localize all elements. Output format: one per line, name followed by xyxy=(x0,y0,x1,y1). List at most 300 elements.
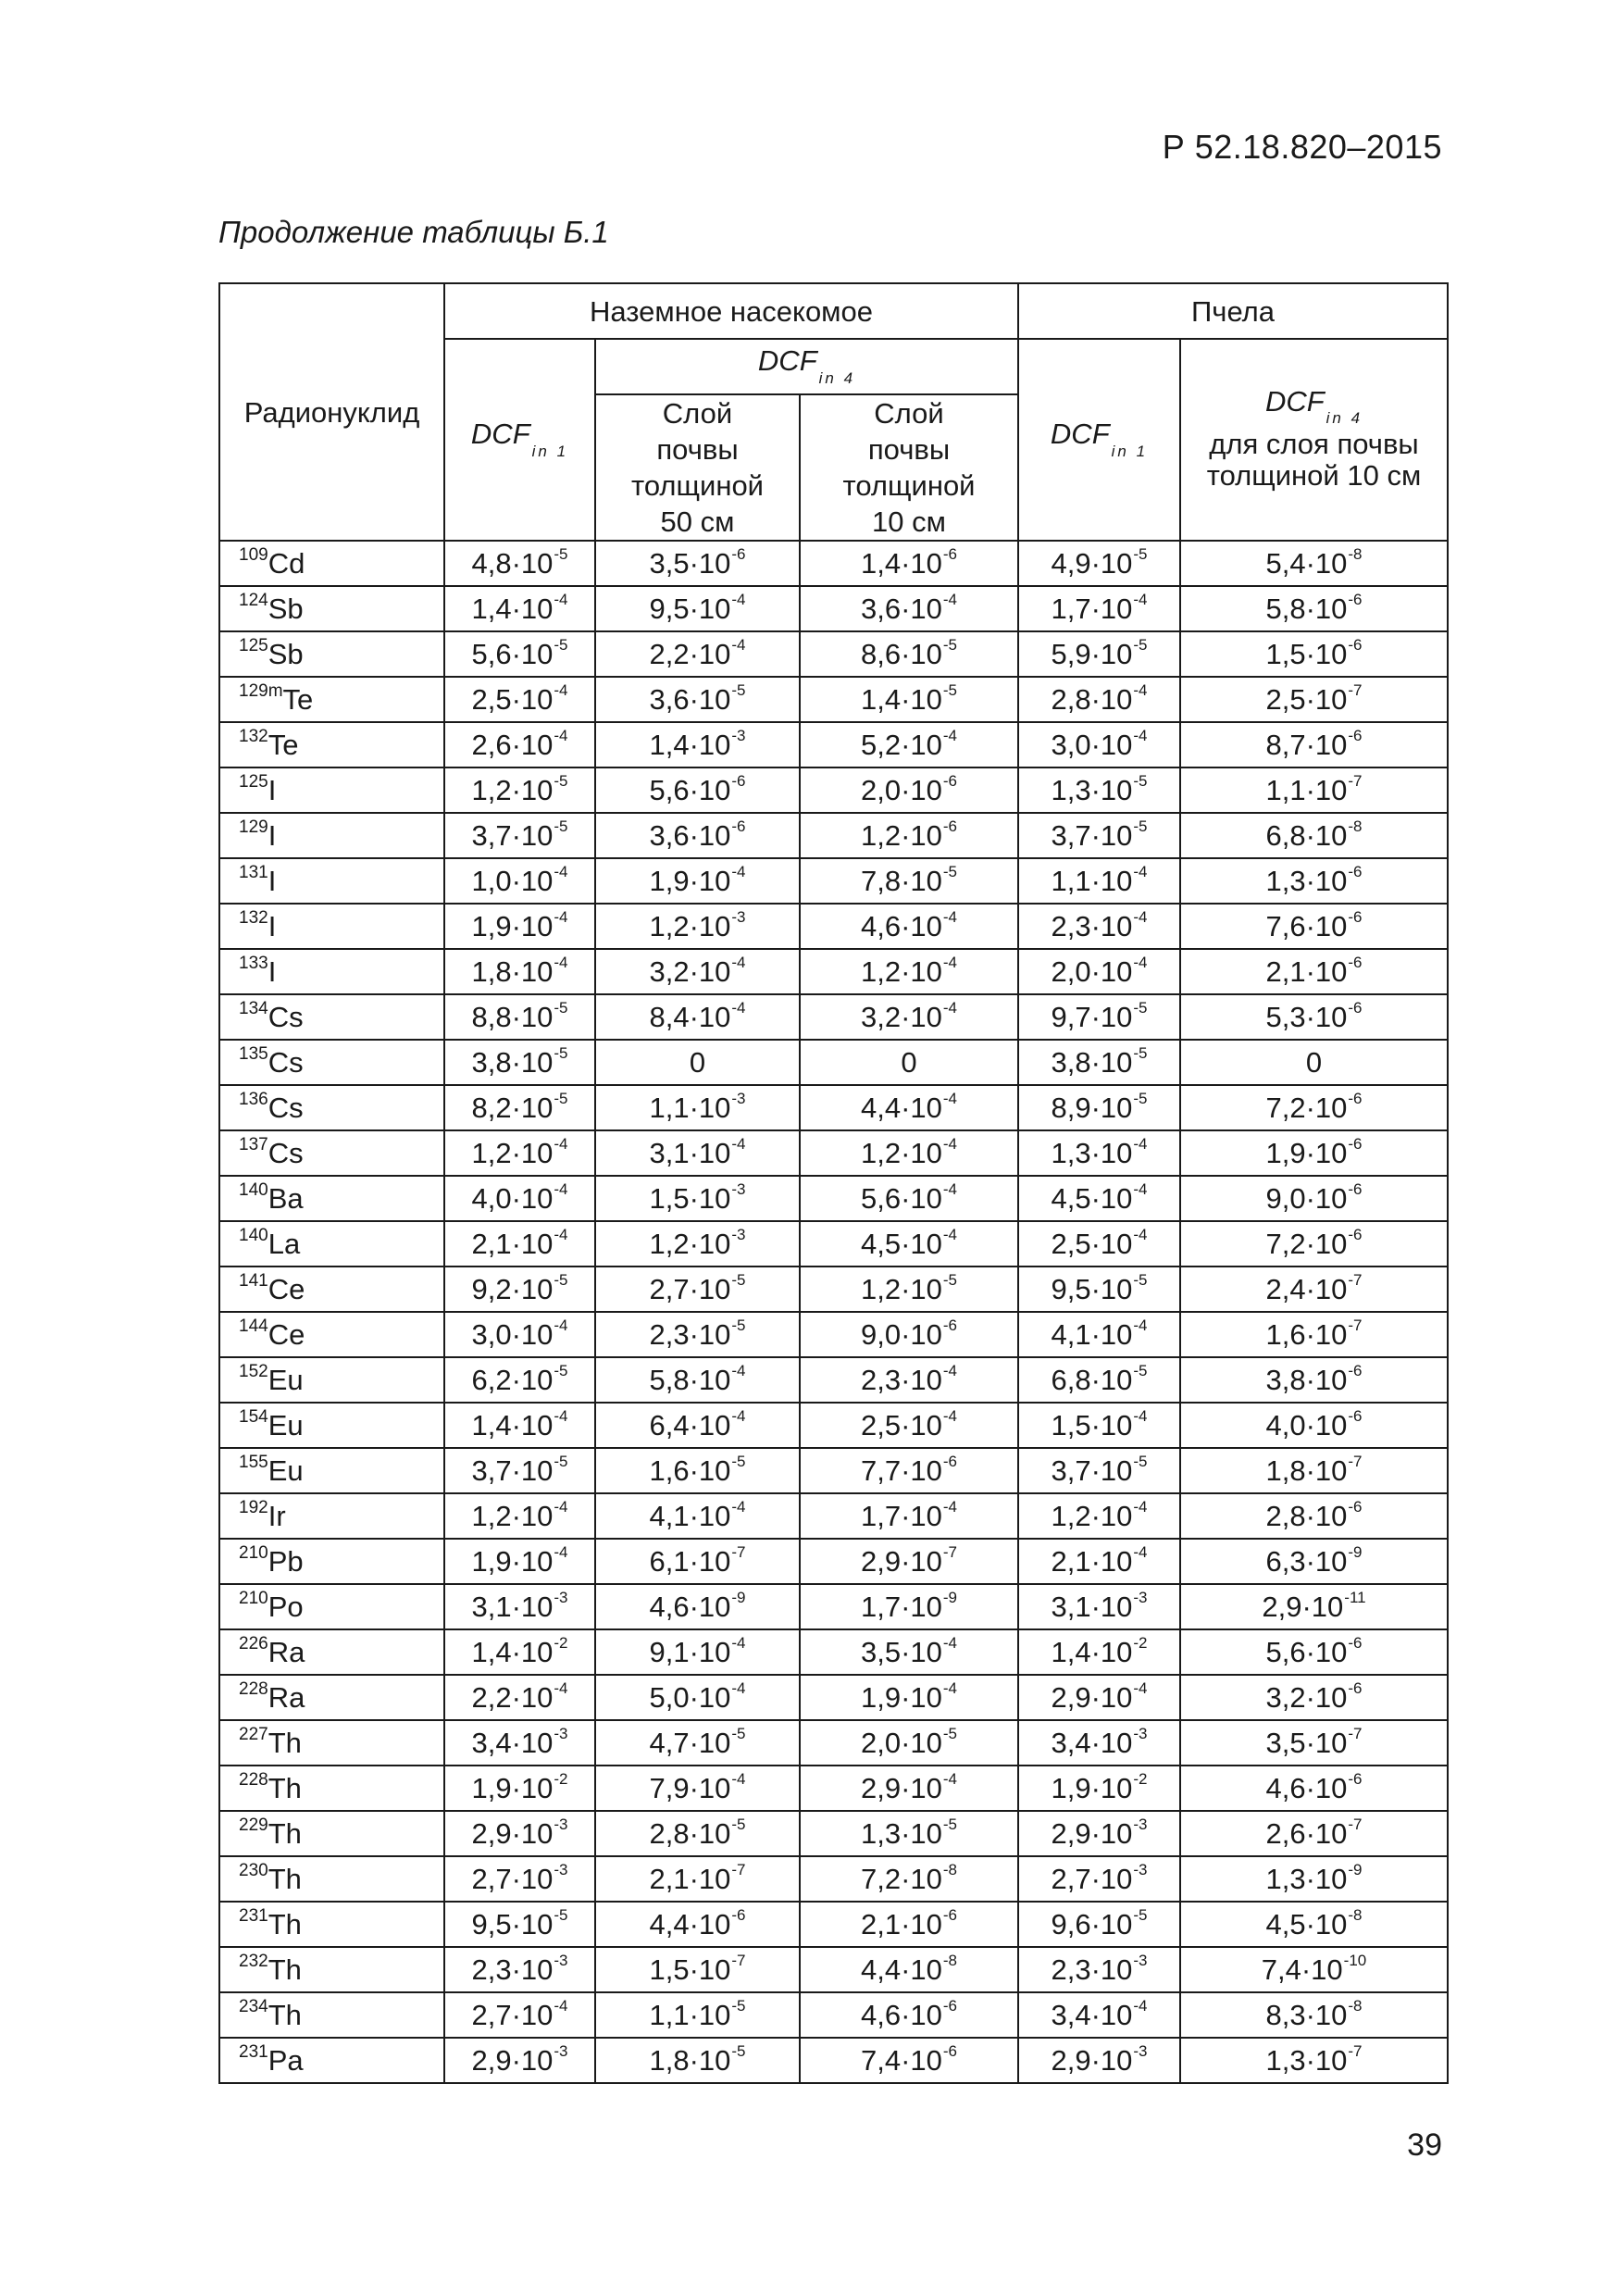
value-cell xyxy=(1180,1493,1448,1539)
mantissa: 4,6·10 xyxy=(860,909,942,942)
exponent: -4 xyxy=(1133,1543,1148,1562)
exponent: -5 xyxy=(1133,772,1148,791)
mantissa: 9,5·10 xyxy=(471,1907,554,1940)
mantissa: 3,6·10 xyxy=(649,682,731,716)
mass-number: 141 xyxy=(239,1271,268,1292)
mantissa: 2,5·10 xyxy=(471,682,554,716)
table-row xyxy=(219,1312,1448,1357)
exponent: -4 xyxy=(942,1226,958,1244)
exponent: -6 xyxy=(731,545,746,564)
exponent: -4 xyxy=(554,1226,568,1244)
radionuclide-cell xyxy=(219,1992,444,2038)
exponent: -4 xyxy=(554,1316,568,1335)
value-cell xyxy=(444,677,595,722)
table-row xyxy=(219,1584,1448,1629)
col-soil-50cm xyxy=(595,394,800,541)
radionuclide-cell xyxy=(219,677,444,722)
table-row xyxy=(219,2038,1448,2083)
mass-number: 231 xyxy=(239,1906,268,1927)
value-cell xyxy=(595,1720,800,1766)
exponent: -7 xyxy=(1348,681,1363,700)
value-cell xyxy=(595,1040,800,1085)
value-cell xyxy=(595,1130,800,1176)
value-cell xyxy=(1018,1493,1180,1539)
mantissa: 2,0·10 xyxy=(860,773,942,806)
table-row xyxy=(219,1766,1448,1811)
value-cell xyxy=(1018,1221,1180,1267)
element-symbol: Ir xyxy=(268,1499,286,1532)
value-cell xyxy=(595,1085,800,1130)
mantissa: 3,4·10 xyxy=(1051,1998,1133,2031)
value-cell xyxy=(444,1992,595,2038)
mantissa: 5,8·10 xyxy=(1265,592,1348,625)
value-cell xyxy=(595,631,800,677)
value-cell xyxy=(1018,1675,1180,1720)
radionuclide-cell xyxy=(219,813,444,858)
value-cell xyxy=(1180,1629,1448,1675)
dcf-subscript: in 1 xyxy=(531,442,569,460)
exponent: -4 xyxy=(942,1770,958,1789)
value-cell xyxy=(444,1312,595,1357)
value-cell xyxy=(1180,1130,1448,1176)
exponent: -5 xyxy=(554,817,568,836)
mantissa: 1,2·10 xyxy=(471,1499,554,1532)
table-row xyxy=(219,904,1448,949)
value-cell xyxy=(1180,813,1448,858)
table-row xyxy=(219,1992,1448,2038)
exponent: -5 xyxy=(942,636,958,655)
value-cell xyxy=(800,1267,1018,1312)
mantissa: 6,2·10 xyxy=(471,1363,554,1396)
value-cell xyxy=(595,2038,800,2083)
mantissa: 1,4·10 xyxy=(649,728,731,761)
table-row xyxy=(219,1856,1448,1902)
mass-number: 129m xyxy=(239,681,283,702)
value-cell xyxy=(800,1221,1018,1267)
radionuclide-cell xyxy=(219,1040,444,1085)
group-bee: Пчела xyxy=(1018,283,1448,339)
exponent: -6 xyxy=(942,1453,958,1471)
element-symbol: Th xyxy=(268,1816,302,1850)
mantissa: 1,4·10 xyxy=(471,592,554,625)
exponent: -8 xyxy=(1348,1997,1363,2015)
exponent: -4 xyxy=(1133,1135,1148,1154)
exponent: -6 xyxy=(1348,1679,1363,1698)
exponent: -5 xyxy=(1133,1906,1148,1925)
exponent: -7 xyxy=(1348,1453,1363,1471)
exponent: -4 xyxy=(942,1135,958,1154)
table-row xyxy=(219,541,1448,586)
value-cell xyxy=(800,994,1018,1040)
value-cell xyxy=(1180,1357,1448,1403)
mantissa: 1,3·10 xyxy=(1051,1136,1133,1169)
mantissa: 2,7·10 xyxy=(649,1272,731,1305)
mantissa: 3,8·10 xyxy=(1051,1045,1133,1079)
value-cell xyxy=(444,1040,595,1085)
value-cell xyxy=(595,1584,800,1629)
exponent: -6 xyxy=(731,817,746,836)
element-symbol: Ra xyxy=(268,1680,305,1714)
mantissa: 1,4·10 xyxy=(860,682,942,716)
mantissa: 1,8·10 xyxy=(1265,1454,1348,1487)
element-symbol: Cs xyxy=(268,1045,304,1079)
mantissa: 1,8·10 xyxy=(649,2043,731,2077)
table-row xyxy=(219,1902,1448,1947)
value-cell xyxy=(444,994,595,1040)
mantissa: 1,3·10 xyxy=(1265,1862,1348,1895)
value-cell xyxy=(800,677,1018,722)
element-symbol: Th xyxy=(268,1862,302,1895)
element-symbol: I xyxy=(268,955,277,988)
exponent: -5 xyxy=(731,681,746,700)
value-cell xyxy=(1018,541,1180,586)
value-cell xyxy=(595,1856,800,1902)
table-header xyxy=(219,283,1448,541)
mantissa: 3,5·10 xyxy=(649,546,731,580)
value-cell xyxy=(1018,631,1180,677)
value-cell xyxy=(1180,677,1448,722)
mantissa: 7,2·10 xyxy=(1265,1091,1348,1124)
exponent: -2 xyxy=(554,1770,568,1789)
mantissa: 4,5·10 xyxy=(860,1227,942,1260)
exponent: -5 xyxy=(731,1316,746,1335)
mantissa: 9,7·10 xyxy=(1051,1000,1133,1033)
mantissa: 2,9·10 xyxy=(1051,2043,1133,2077)
element-symbol: Te xyxy=(268,728,299,761)
radionuclide-cell xyxy=(219,1176,444,1221)
mantissa: 3,4·10 xyxy=(471,1726,554,1759)
exponent: -4 xyxy=(731,1135,746,1154)
exponent: -4 xyxy=(554,863,568,881)
value-cell xyxy=(1018,1539,1180,1584)
value-cell xyxy=(1180,541,1448,586)
value-cell xyxy=(1018,1947,1180,1992)
value-cell xyxy=(1018,1720,1180,1766)
mantissa: 5,6·10 xyxy=(471,637,554,670)
exponent: -4 xyxy=(1133,1316,1148,1335)
mantissa: 3,5·10 xyxy=(1265,1726,1348,1759)
value-cell xyxy=(444,1947,595,1992)
exponent: -6 xyxy=(942,1997,958,2015)
value-cell xyxy=(1180,1675,1448,1720)
mass-number: 230 xyxy=(239,1861,268,1881)
exponent: -5 xyxy=(554,1044,568,1063)
dcf-subscript: in 4 xyxy=(818,368,856,387)
value-cell xyxy=(800,1130,1018,1176)
exponent: -5 xyxy=(1133,1362,1148,1380)
exponent: -6 xyxy=(1348,636,1363,655)
mantissa: 3,4·10 xyxy=(1051,1726,1133,1759)
page-number: 39 xyxy=(1407,2128,1442,2163)
exponent: -4 xyxy=(1133,908,1148,927)
exponent: -4 xyxy=(554,1135,568,1154)
value-cell xyxy=(1018,2038,1180,2083)
mantissa: 7,4·10 xyxy=(860,2043,942,2077)
value-cell xyxy=(800,1992,1018,2038)
mass-number: 124 xyxy=(239,591,268,611)
exponent: -8 xyxy=(942,1952,958,1970)
table-row xyxy=(219,1221,1448,1267)
col-insect-dcf-in4 xyxy=(595,339,1018,394)
mantissa: 3,1·10 xyxy=(1051,1590,1133,1623)
mantissa: 2,7·10 xyxy=(471,1862,554,1895)
value-cell xyxy=(595,1312,800,1357)
mass-number: 125 xyxy=(239,636,268,656)
exponent: -6 xyxy=(1348,591,1363,609)
value-cell xyxy=(1180,1720,1448,1766)
exponent: -8 xyxy=(1348,817,1363,836)
mantissa: 5,6·10 xyxy=(860,1181,942,1215)
table-row xyxy=(219,631,1448,677)
exponent: -5 xyxy=(1133,636,1148,655)
element-symbol: Pa xyxy=(268,2043,304,2077)
exponent: -3 xyxy=(731,1090,746,1108)
mantissa: 4,6·10 xyxy=(649,1590,731,1623)
mantissa: 2,9·10 xyxy=(1051,1680,1133,1714)
exponent: -4 xyxy=(731,954,746,972)
mantissa: 1,9·10 xyxy=(1265,1136,1348,1169)
mantissa: 8,9·10 xyxy=(1051,1091,1133,1124)
value-cell xyxy=(800,1902,1018,1947)
value-cell xyxy=(800,631,1018,677)
exponent: -7 xyxy=(731,1952,746,1970)
value-cell xyxy=(595,541,800,586)
mass-number: 135 xyxy=(239,1044,268,1065)
mantissa: 1,9·10 xyxy=(471,1771,554,1804)
mantissa: 1,2·10 xyxy=(1051,1499,1133,1532)
exponent: -4 xyxy=(1133,591,1148,609)
mantissa: 6,4·10 xyxy=(649,1408,731,1441)
mantissa: 1,5·10 xyxy=(1265,637,1348,670)
value-cell xyxy=(1018,767,1180,813)
element-symbol: I xyxy=(268,773,277,806)
group-ground-insect: Наземное насекомое xyxy=(444,283,1018,339)
table-row xyxy=(219,767,1448,813)
mantissa: 8,4·10 xyxy=(649,1000,731,1033)
exponent: -4 xyxy=(554,908,568,927)
mantissa: 9,5·10 xyxy=(1051,1272,1133,1305)
mantissa: 8,3·10 xyxy=(1265,1998,1348,2031)
value-cell xyxy=(444,1856,595,1902)
value-cell xyxy=(444,1811,595,1856)
radionuclide-cell xyxy=(219,1720,444,1766)
value-cell xyxy=(800,2038,1018,2083)
table-row xyxy=(219,1448,1448,1493)
mantissa: 2,1·10 xyxy=(1265,955,1348,988)
col-insect-dcf-in1 xyxy=(444,339,595,541)
exponent: -6 xyxy=(1348,1770,1363,1789)
value-cell xyxy=(800,1403,1018,1448)
mantissa: 1,9·10 xyxy=(471,909,554,942)
mantissa: 1,0·10 xyxy=(471,864,554,897)
mantissa: 2,9·10 xyxy=(471,1816,554,1850)
element-symbol: I xyxy=(268,818,277,852)
exponent: -5 xyxy=(731,1271,746,1290)
exponent: -6 xyxy=(942,817,958,836)
table-row xyxy=(219,858,1448,904)
mass-number: 144 xyxy=(239,1316,268,1337)
exponent: -5 xyxy=(1133,817,1148,836)
value-cell xyxy=(444,1403,595,1448)
mantissa: 1,2·10 xyxy=(860,1136,942,1169)
exponent: -4 xyxy=(942,1362,958,1380)
mantissa: 2,5·10 xyxy=(860,1408,942,1441)
value-cell xyxy=(1180,1992,1448,2038)
value-cell xyxy=(1018,1856,1180,1902)
exponent: -6 xyxy=(731,1906,746,1925)
value-cell xyxy=(444,858,595,904)
mass-number: 132 xyxy=(239,727,268,747)
value-cell xyxy=(595,1766,800,1811)
table-row xyxy=(219,1357,1448,1403)
radionuclide-cell xyxy=(219,1539,444,1584)
exponent: -4 xyxy=(731,999,746,1017)
table-row xyxy=(219,949,1448,994)
mantissa: 3,7·10 xyxy=(471,1454,554,1487)
mantissa: 6,8·10 xyxy=(1265,818,1348,852)
mantissa: 0 xyxy=(689,1045,706,1079)
mass-number: 192 xyxy=(239,1498,268,1518)
value-cell xyxy=(800,767,1018,813)
exponent: -4 xyxy=(942,1498,958,1516)
exponent: -4 xyxy=(942,908,958,927)
exponent: -4 xyxy=(554,1498,568,1516)
value-cell xyxy=(1180,904,1448,949)
mass-number: 154 xyxy=(239,1407,268,1428)
exponent: -5 xyxy=(554,772,568,791)
value-cell xyxy=(444,1221,595,1267)
element-symbol: I xyxy=(268,909,277,942)
exponent: -6 xyxy=(1348,1135,1363,1154)
mantissa: 4,4·10 xyxy=(860,1091,942,1124)
mantissa: 2,5·10 xyxy=(1051,1227,1133,1260)
mantissa: 0 xyxy=(901,1045,917,1079)
value-cell xyxy=(1180,1267,1448,1312)
mantissa: 1,2·10 xyxy=(860,818,942,852)
element-symbol: Th xyxy=(268,1907,302,1940)
value-cell xyxy=(800,1040,1018,1085)
table-row xyxy=(219,1130,1448,1176)
mantissa: 2,8·10 xyxy=(1051,682,1133,716)
value-cell xyxy=(1180,1312,1448,1357)
value-cell xyxy=(800,1811,1018,1856)
mantissa: 5,4·10 xyxy=(1265,546,1348,580)
value-cell xyxy=(800,1539,1018,1584)
radionuclide-cell xyxy=(219,1811,444,1856)
mass-number: 140 xyxy=(239,1180,268,1201)
exponent: -7 xyxy=(1348,1816,1363,1834)
value-cell xyxy=(800,949,1018,994)
value-cell xyxy=(1180,1584,1448,1629)
value-cell xyxy=(1018,677,1180,722)
exponent: -5 xyxy=(731,2042,746,2061)
mantissa: 7,2·10 xyxy=(860,1862,942,1895)
value-cell xyxy=(1180,1221,1448,1267)
exponent: -3 xyxy=(1133,1952,1148,1970)
exponent: -3 xyxy=(731,908,746,927)
value-cell xyxy=(800,722,1018,767)
element-symbol: Pb xyxy=(268,1544,304,1578)
mantissa: 9,6·10 xyxy=(1051,1907,1133,1940)
value-cell xyxy=(800,1176,1018,1221)
value-cell xyxy=(1180,631,1448,677)
value-cell xyxy=(1180,1176,1448,1221)
value-cell xyxy=(1018,1176,1180,1221)
value-cell xyxy=(595,1629,800,1675)
mantissa: 2,1·10 xyxy=(860,1907,942,1940)
value-cell xyxy=(444,631,595,677)
radionuclide-cell xyxy=(219,631,444,677)
table-row xyxy=(219,1811,1448,1856)
mantissa: 2,3·10 xyxy=(649,1317,731,1351)
mantissa: 5,6·10 xyxy=(649,773,731,806)
value-cell xyxy=(595,994,800,1040)
exponent: -7 xyxy=(731,1543,746,1562)
element-symbol: Eu xyxy=(268,1363,304,1396)
exponent: -4 xyxy=(554,1543,568,1562)
mass-number: 131 xyxy=(239,863,268,883)
mass-number: 136 xyxy=(239,1090,268,1110)
exponent: -5 xyxy=(554,1090,568,1108)
value-cell xyxy=(800,1629,1018,1675)
exponent: -7 xyxy=(731,1861,746,1879)
value-cell xyxy=(1180,1539,1448,1584)
mantissa: 3,0·10 xyxy=(471,1317,554,1351)
value-cell xyxy=(1018,1357,1180,1403)
mantissa: 1,9·10 xyxy=(860,1680,942,1714)
table-row xyxy=(219,1539,1448,1584)
table-row xyxy=(219,1675,1448,1720)
mantissa: 7,8·10 xyxy=(860,864,942,897)
value-cell xyxy=(1180,1085,1448,1130)
radionuclide-cell xyxy=(219,858,444,904)
mantissa: 1,2·10 xyxy=(649,1227,731,1260)
mantissa: 4,6·10 xyxy=(1265,1771,1348,1804)
element-symbol: Th xyxy=(268,1953,302,1986)
element-symbol: Sb xyxy=(268,637,304,670)
mantissa: 1,6·10 xyxy=(1265,1317,1348,1351)
value-cell xyxy=(1018,1992,1180,2038)
exponent: -5 xyxy=(554,999,568,1017)
exponent: -5 xyxy=(942,1725,958,1743)
mantissa: 5,9·10 xyxy=(1051,637,1133,670)
radionuclide-cell xyxy=(219,1947,444,1992)
mass-number: 231 xyxy=(239,2042,268,2063)
mantissa: 1,3·10 xyxy=(860,1816,942,1850)
value-cell xyxy=(800,1448,1018,1493)
value-cell xyxy=(444,1629,595,1675)
mantissa: 2,7·10 xyxy=(471,1998,554,2031)
exponent: -5 xyxy=(554,1362,568,1380)
value-cell xyxy=(800,1312,1018,1357)
value-cell xyxy=(595,1675,800,1720)
mantissa: 8,6·10 xyxy=(860,637,942,670)
exponent: -3 xyxy=(554,1589,568,1607)
mantissa: 5,3·10 xyxy=(1265,1000,1348,1033)
mantissa: 5,2·10 xyxy=(860,728,942,761)
exponent: -3 xyxy=(554,1952,568,1970)
value-cell xyxy=(1018,949,1180,994)
value-cell xyxy=(1018,858,1180,904)
value-cell xyxy=(595,1992,800,2038)
value-cell xyxy=(800,1720,1018,1766)
value-cell xyxy=(595,1176,800,1221)
exponent: -4 xyxy=(942,999,958,1017)
exponent: -4 xyxy=(942,1634,958,1653)
table-row xyxy=(219,1403,1448,1448)
exponent: -6 xyxy=(1348,1362,1363,1380)
mantissa: 7,9·10 xyxy=(649,1771,731,1804)
